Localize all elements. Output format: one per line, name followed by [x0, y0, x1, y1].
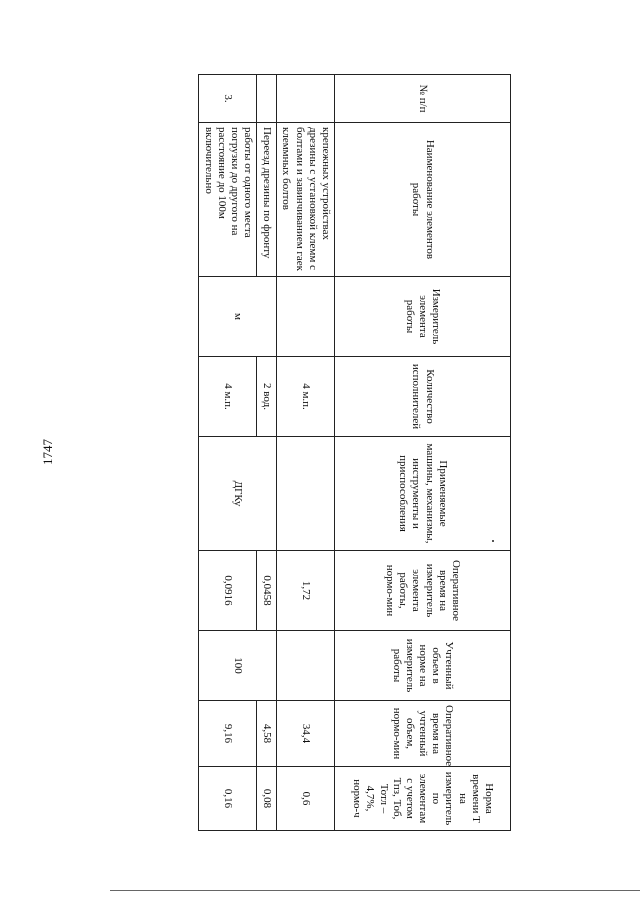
- row3-op-time-unit-1: 0,0458: [257, 551, 277, 631]
- row3-op-time-volume-2: 9,16: [199, 701, 257, 767]
- header-machines: Применяемые машины, механизмы, инструменты и приспособления: [335, 437, 511, 551]
- table-row: [277, 75, 335, 831]
- row3-op-time-volume-1: 4,58: [257, 701, 277, 767]
- header-volume: Учтенный объем в норме на измеритель работы: [335, 631, 511, 701]
- row3-norm-time-1: 0,08: [257, 767, 277, 831]
- row2-name-line1: Переезд дрезины по фронту: [257, 123, 277, 277]
- scan-speck: [492, 540, 494, 542]
- row3-machines: ДГКу: [199, 437, 277, 551]
- row3-op-time-unit-2: 0,0916: [199, 551, 257, 631]
- row3-name: работы от одного места погрузки до другого на расстояние до 100м включительно: [199, 123, 257, 277]
- header-name: Наименование элементов работы: [335, 123, 511, 277]
- row1-workers: 4 м.п.: [277, 357, 335, 437]
- row3-no: 3.: [199, 75, 257, 123]
- page-number: 1747: [40, 439, 55, 465]
- header-norm-time: Норма времени Т на измеритель по элементам с учетом Тпз, Тоб, Тотл – 4,7%, нормо-ч: [335, 767, 511, 831]
- row1-machines: [277, 437, 335, 551]
- header-meter: Измеритель элемента работы: [335, 277, 511, 357]
- row3-norm-time-2: 0,16: [199, 767, 257, 831]
- header-workers: Количество исполнителей: [335, 357, 511, 437]
- row3-workers-2: 4 м.п.: [199, 357, 257, 437]
- row1-meter: [277, 277, 335, 357]
- row1-no: [277, 75, 335, 123]
- row1-name: крепежных устройствах дрезины с установкой клемм с болтами и завинчиванием гаек клеммных болтов: [277, 123, 335, 277]
- row3-workers-1: 2 вод.: [257, 357, 277, 437]
- norms-table-wrapper: [202, 74, 511, 830]
- row2-no-top: [257, 75, 277, 123]
- row3-meter: м: [199, 277, 277, 357]
- row1-norm-time: 0,6: [277, 767, 335, 831]
- table-row: [257, 75, 277, 831]
- scan-edge-line: [110, 890, 640, 891]
- row1-op-time-unit: 1,72: [277, 551, 335, 631]
- row1-volume: [277, 631, 335, 701]
- header-row: [335, 75, 511, 831]
- norms-table: [199, 74, 512, 831]
- header-op-time-unit: Оперативное время на измеритель элемента работы, нормо-мин: [335, 551, 511, 631]
- row1-op-time-volume: 34,4: [277, 701, 335, 767]
- header-no: № п/п: [335, 75, 511, 123]
- header-op-time-volume: Оперативное время на учтенный объем, нормо-мин: [335, 701, 511, 767]
- row3-volume: 100: [199, 631, 277, 701]
